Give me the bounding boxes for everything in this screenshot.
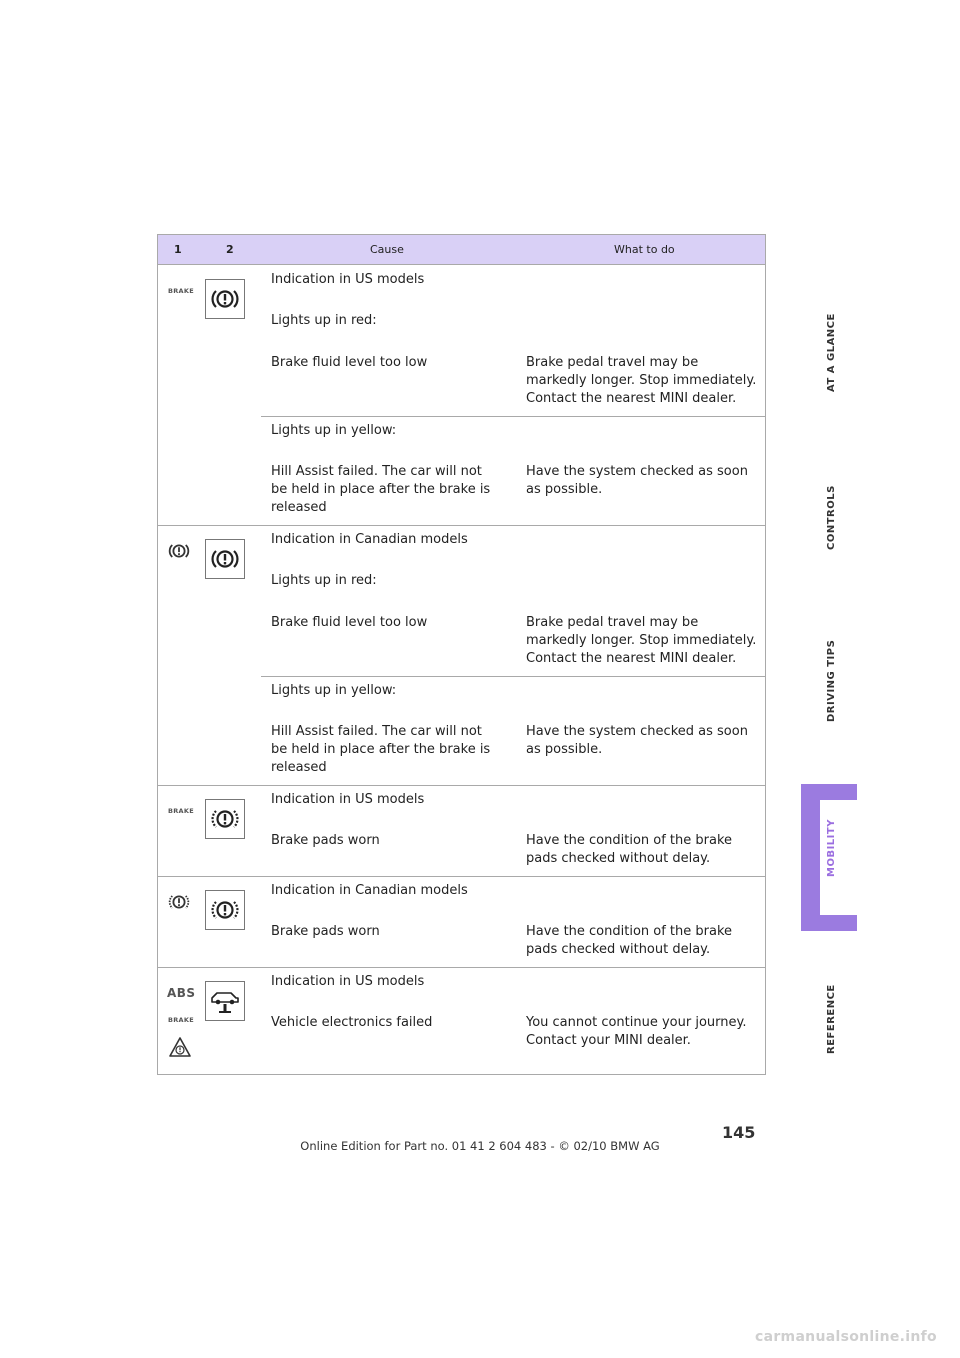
indication-text: Indication in Canadian models [271,532,468,547]
table-header [158,235,765,265]
brake-text-icon: BRAKE [168,807,194,815]
brake-text-icon: BRAKE [168,1016,194,1024]
footer-text: Online Edition for Part no. 01 41 2 604 483 - © 02/10 BMW AG [300,1139,660,1153]
row-divider [158,525,765,526]
side-tab-mobility-label[interactable]: MOBILITY [826,819,837,877]
side-tab-controls[interactable]: CONTROLS [826,485,837,550]
action-text: Brake pedal travel may be markedly longer. Stop immediately. Contact the nearest MINI dealer. [526,615,757,666]
yellow-title: Lights up in yellow: [271,683,397,698]
red-title: Lights up in red: [271,573,377,588]
cause-text: Brake fluid level too low [271,615,428,630]
indication-text: Indication in US models [271,792,425,807]
action-text: Have the condition of the brake pads checked without delay. [526,924,733,957]
cause-text: Brake fluid level too low [271,355,428,370]
brake-warning-icon [205,539,245,579]
row-divider [158,876,765,877]
cause-text: Brake pads worn [271,833,380,848]
side-tab-reference[interactable]: REFERENCE [826,984,837,1054]
cause-text: Vehicle electronics failed [271,1015,433,1030]
red-title: Lights up in red: [271,313,377,328]
brake-warning-icon [205,890,245,930]
side-tab-driving-tips[interactable]: DRIVING TIPS [826,639,837,722]
brake-warning-icon [205,279,245,319]
action-text: Brake pedal travel may be markedly longer. Stop immediately. Contact the nearest MINI dealer. [526,355,757,406]
indication-text: Indication in US models [271,974,425,989]
brake-warning-icon [205,799,245,839]
cause-text: Hill Assist failed. The car will not be held in place after the brake is released [271,724,491,775]
row-divider [261,416,765,417]
warning-triangle-icon [168,1036,192,1062]
cause-text: Brake pads worn [271,924,380,939]
action-text: Have the condition of the brake pads checked without delay. [526,833,733,866]
cause-text: Hill Assist failed. The car will not be held in place after the brake is released [271,464,491,515]
page-number: 145 [722,1123,756,1142]
warning-lights-table [157,234,766,1075]
side-tab-at-a-glance[interactable]: AT A GLANCE [826,313,837,392]
yellow-title: Lights up in yellow: [271,423,397,438]
header-col-2: 2 [226,243,234,256]
abs-text-icon: ABS [167,986,196,1000]
brake-symbol-icon [166,542,192,564]
action-text: Have the system checked as soon as possible. [526,724,748,757]
indication-text: Indication in Canadian models [271,883,468,898]
brake-text-icon: BRAKE [168,287,194,295]
row-divider [158,967,765,968]
action-text: Have the system checked as soon as possible. [526,464,748,497]
row-divider [158,785,765,786]
indication-text: Indication in US models [271,272,425,287]
header-cause: Cause [370,243,404,256]
brake-symbol-icon [166,893,192,915]
watermark: carmanualsonline.info [755,1329,937,1345]
row-divider [261,676,765,677]
vehicle-lift-icon [205,981,245,1021]
action-text: You cannot continue your journey. Contact your MINI dealer. [526,1015,747,1048]
header-col-1: 1 [174,243,182,256]
header-what-to-do: What to do [614,243,675,256]
